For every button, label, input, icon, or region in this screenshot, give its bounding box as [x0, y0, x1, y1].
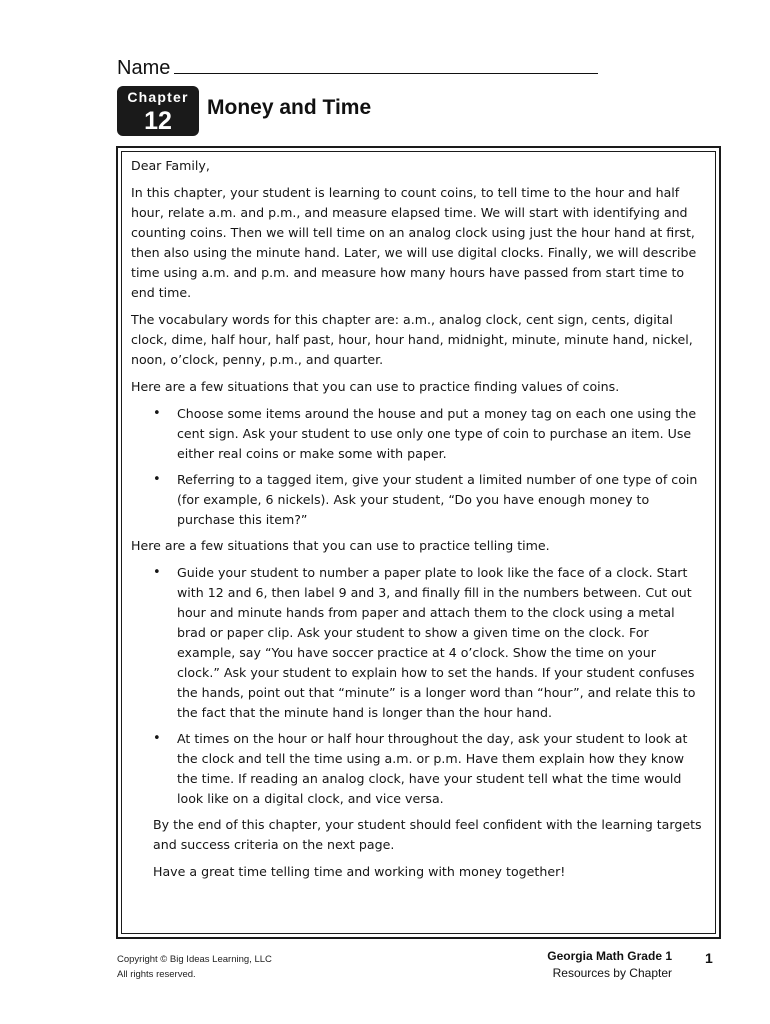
bullet-icon: •	[153, 406, 161, 421]
chapter-title: Money and Time	[207, 96, 372, 119]
name-underline	[174, 54, 598, 74]
name-label: Name	[117, 57, 171, 79]
copyright-text: Copyright © Big Ideas Learning, LLC	[117, 954, 272, 965]
list-item-text: Referring to a tagged item, give your student a limited number of one type of coin (for example, 6 nickels). Ask your student, “Do you have enough money to purchase this item?”	[177, 472, 698, 527]
list-item	[153, 563, 709, 723]
book-title: Georgia Math Grade 1	[547, 949, 672, 963]
chapter-word: Chapter	[127, 89, 189, 105]
letter-greeting: Dear Family,	[131, 158, 210, 173]
family-letter	[131, 156, 709, 889]
letter-box	[116, 146, 721, 939]
coins-list	[131, 404, 709, 530]
name-line	[117, 54, 597, 81]
page-number: 1	[705, 950, 713, 966]
bullet-icon: •	[153, 731, 161, 746]
list-item-text: Guide your student to number a paper plate to look like the face of a clock. Start with 12 and 6, then label 9 and 3, and finally fill in the numbers between. Cut out hour and minute hands from paper and attach them to the clock using a metal brad or paper clip. Ask your student to show a given time on the clock. For example, say “You have soccer practice at 4 o’clock. Show the time on your clock.” Ask your student to explain how to set the hands. If your student confuses the hands, point out that “minute” is a longer word than “hour”, and relate this to the fact that the minute hand is longer than the hour hand.	[177, 565, 696, 720]
time-list	[131, 563, 709, 809]
chapter-number: 12	[144, 107, 172, 135]
copyright-notice	[117, 952, 272, 982]
chapter-badge	[117, 86, 199, 136]
time-intro: Here are a few situations that you can use to practice telling time.	[131, 538, 550, 553]
list-item	[153, 470, 709, 530]
bullet-icon: •	[153, 472, 161, 487]
list-item	[153, 729, 709, 809]
bullet-icon: •	[153, 565, 161, 580]
list-item-text: At times on the hour or half hour throughout the day, ask your student to look at the clock and tell the time using a.m. or p.m. Have them explain how they know the time. If reading an analog clock, have your student tell what the time would look like on a digital clock, and vice versa.	[177, 731, 688, 806]
letter-paragraph-1: In this chapter, your student is learning to count coins, to tell time to the hour and half hour, relate a.m. and p.m., and measure elapsed time. We will start with identifying and counting coins. Then we will tell time on an analog clock using just the hour hand at first, then also using the minute hand. Later, we will use digital clocks. Finally, we will describe time using a.m. and p.m. and measure how many hours have passed from start time to end time.	[131, 185, 697, 300]
book-info	[520, 948, 672, 982]
letter-closing-1: By the end of this chapter, your student should feel confident with the learning targets and success criteria on the next page.	[153, 817, 702, 852]
coins-intro: Here are a few situations that you can use to practice finding values of coins.	[131, 379, 620, 394]
book-subtitle: Resources by Chapter	[552, 966, 672, 980]
letter-paragraph-2: The vocabulary words for this chapter are: a.m., analog clock, cent sign, cents, digital clock, dime, half hour, half past, hour, hour hand, midnight, minute, minute hand, nickel, noon, o’clock, penny, p.m., and quarter.	[131, 312, 693, 367]
list-item-text: Choose some items around the house and put a money tag on each one using the cent sign. Ask your student to use only one type of coin to purchase an item. Use either real coins or make some with paper.	[177, 406, 697, 461]
rights-text: All rights reserved.	[117, 969, 196, 980]
list-item	[153, 404, 709, 464]
letter-closing-2: Have a great time telling time and working with money together!	[153, 864, 566, 879]
